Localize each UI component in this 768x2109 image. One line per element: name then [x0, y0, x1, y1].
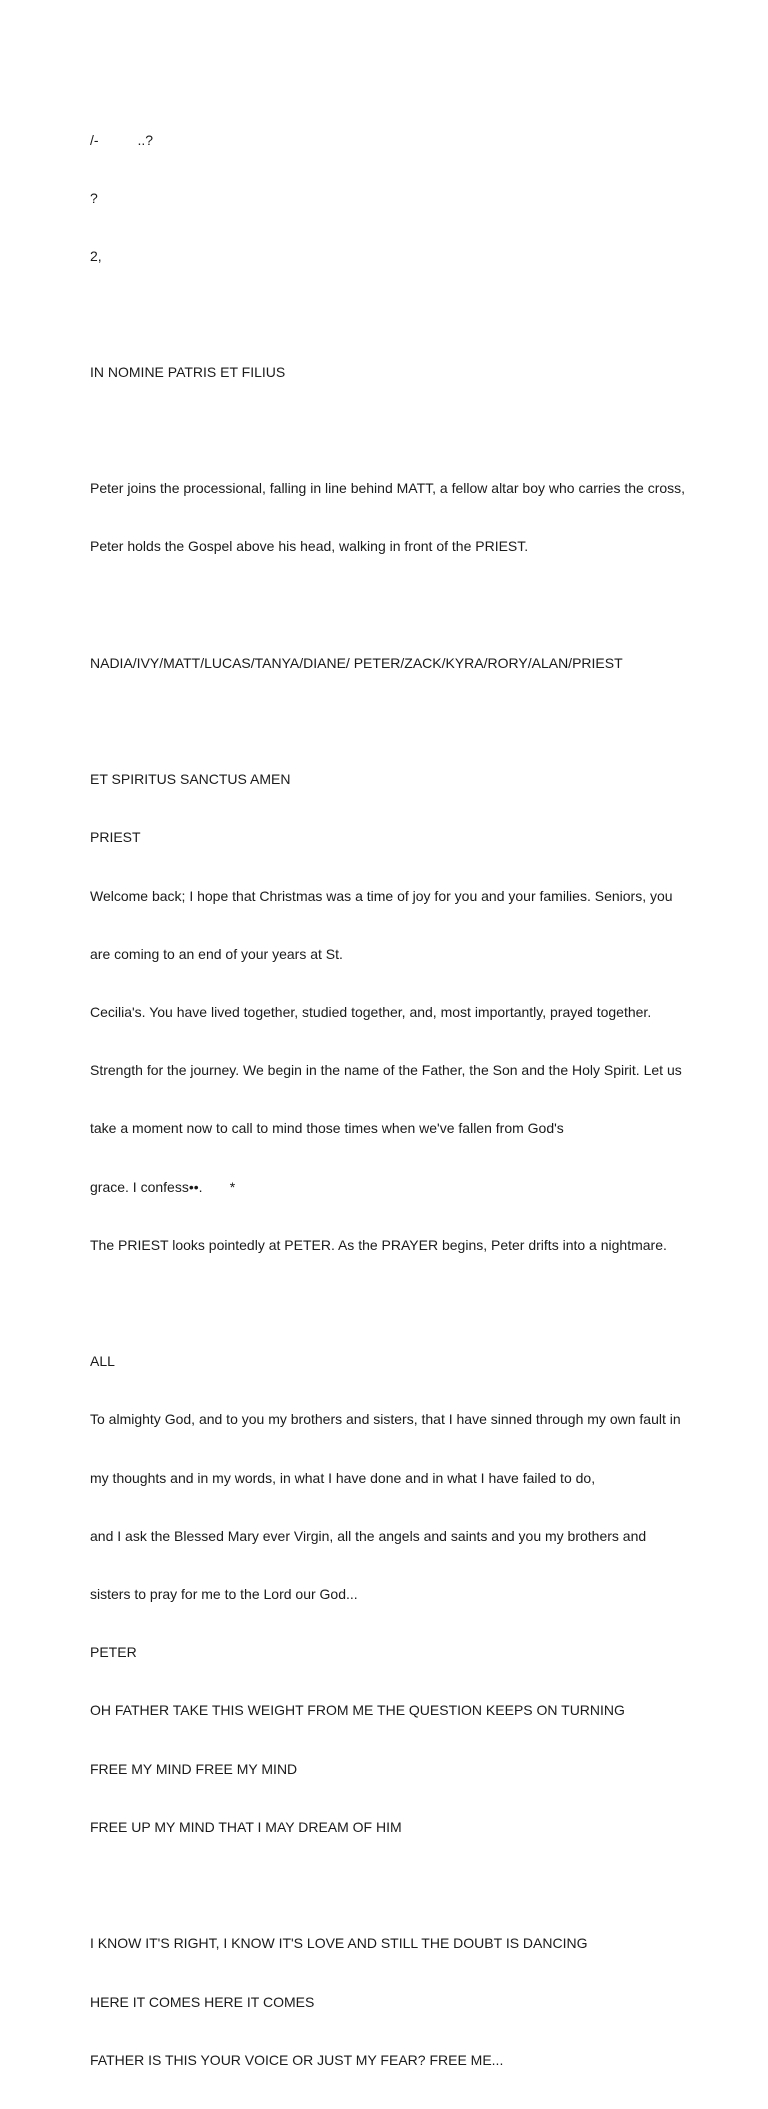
script-line: FREE UP MY MIND THAT I MAY DREAM OF HIM — [90, 1818, 402, 1835]
script-line: Strength for the journey. We begin in the name of the Father, the Son and the Holy Spirit. Let us — [90, 1062, 682, 1079]
script-line: sisters to pray for me to the Lord our God... — [90, 1586, 358, 1603]
script-line: Cecilia's. You have lived together, studied together, and, most importantly, prayed together. — [90, 1004, 652, 1021]
script-line: take a moment now to call to mind those times when we've fallen from God's — [90, 1120, 564, 1137]
script-line: ET SPIRITUS SANCTUS AMEN — [90, 771, 291, 788]
script-line: grace. I confess••. * — [90, 1178, 236, 1195]
script-line: NADIA/IVY/MATT/LUCAS/TANYA/DIANE/ PETER/ZACK/KYRA/RORY/ALAN/PRIEST — [90, 654, 623, 671]
script-line: OH FATHER TAKE THIS WEIGHT FROM ME THE QUESTION KEEPS ON TURNING — [90, 1702, 625, 1719]
script-line: and I ask the Blessed Mary ever Virgin, all the angels and saints and you my brothers and — [90, 1527, 647, 1544]
script-line: HERE IT COMES HERE IT COMES — [90, 1993, 315, 2010]
script-line: PRIEST — [90, 829, 141, 846]
script-line — [90, 596, 690, 615]
script-line: I KNOW IT'S RIGHT, I KNOW IT'S LOVE AND STILL THE DOUBT IS DANCING — [90, 1935, 588, 1952]
script-line: ALL — [90, 1353, 115, 1370]
script-line: my thoughts and in my words, in what I have done and in what I have failed to do, — [90, 1469, 596, 1486]
script-line: IN NOMINE PATRIS ET FILIUS — [90, 363, 286, 380]
header-marks — [90, 92, 690, 305]
header-mark-line: ? — [90, 190, 98, 207]
script-line: To almighty God, and to you my brothers and sisters, that I have sinned through my own fault in — [90, 1411, 681, 1428]
script-line: Peter holds the Gospel above his head, walking in front of the PRIEST. — [90, 538, 529, 555]
script-line: Peter joins the processional, falling in line behind MATT, a fellow altar boy who carries the cross, — [90, 480, 686, 497]
script-line — [90, 421, 690, 440]
script-line: PETER — [90, 1644, 137, 1661]
script-body — [90, 324, 690, 2109]
script-line — [90, 712, 690, 731]
script-line — [90, 1876, 690, 1895]
header-mark-line: /- ..? — [90, 131, 154, 148]
script-line: FREE MY MIND FREE MY MIND — [90, 1760, 298, 1777]
script-line: The PRIEST looks pointedly at PETER. As the PRAYER begins, Peter drifts into a nightmare. — [90, 1236, 667, 1253]
header-mark-line: 2, — [90, 248, 102, 265]
script-line: FATHER IS THIS YOUR VOICE OR JUST MY FEAR? FREE ME... — [90, 2051, 504, 2068]
script-line: are coming to an end of your years at St. — [90, 945, 343, 962]
script-line — [90, 1294, 690, 1313]
script-line: Welcome back; I hope that Christmas was a time of joy for you and your families. Seniors, you — [90, 887, 673, 904]
